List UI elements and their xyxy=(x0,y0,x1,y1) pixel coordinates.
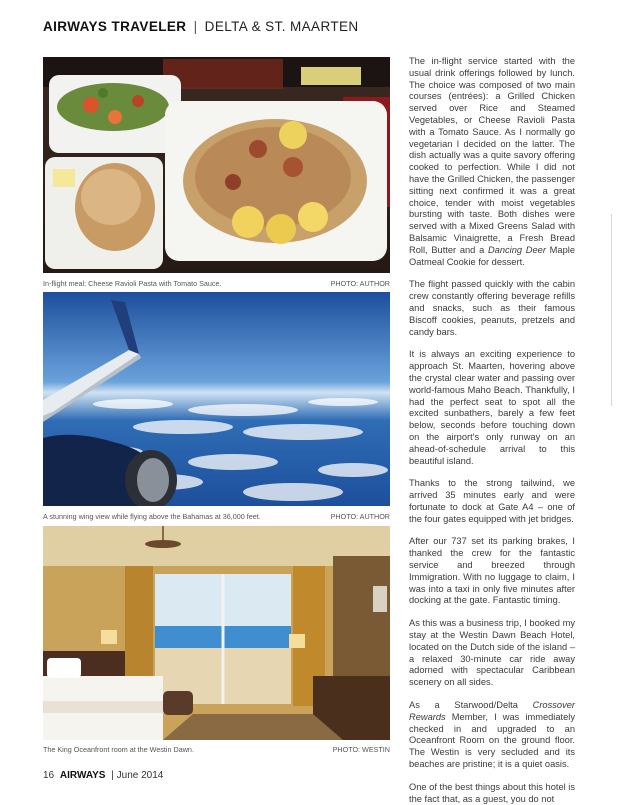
article-paragraph: As this was a business trip, I booked my stay at the Westin Dawn Beach Hotel, located on the Dutch side of the island – a relaxed 30-minute car ride away adorned with spectacular Caribbean scenery on all sides. xyxy=(409,618,575,688)
photo-caption xyxy=(43,512,390,521)
photo-credit: PHOTO: WESTIN xyxy=(332,745,390,754)
photo-credit: PHOTO: AUTHOR xyxy=(330,279,390,288)
page-header xyxy=(43,19,359,34)
header-separator: | xyxy=(193,19,198,34)
page-number: 16 xyxy=(43,770,55,781)
issue-date: June 2014 xyxy=(116,770,164,781)
wing-view-photo xyxy=(43,292,390,506)
article-paragraph: One of the best things about this hotel is the fact that, as a guest, you do not xyxy=(409,781,575,804)
hotel-room-photo xyxy=(43,526,390,740)
article-paragraph: It is always an exciting experience to approach St. Maarten, hovering above the crystal clear water and passing over world-famous Maho Beach. Thankfully, I had the perfect seat to spot all the excited sunbathers, barely a few feet below, seconds before touching down on the airport's only runway on an ahead-of-schedule arrival to this beautiful island. xyxy=(409,349,575,466)
article-paragraph: After our 737 set its parking brakes, I thanked the crew for the fantastic service and breezed through Immigration. With no luggage to claim, I was into a taxi in only five minutes after docking at the gate. Fantastic timing. xyxy=(409,536,575,606)
article-paragraph: The in-flight service started with the usual drink offerings followed by lunch. The choice was composed of two main courses (entrées): a Grilled Chicken served over Rice and Steamed Vegetables, or Cheese Ravioli Pasta with a Tomato Sauce. As I normally go vegetarian I decided on the latter. The dish actually was a quite savory offering cooked to perfection. While I did not have the Grilled Chicken, the passenger sitting next confirmed it was a great choice, tender with moist vegetables bursting with taste. Both dishes were served with a Mixed Greens Salad with Balsamic Vinaigrette, a Fresh Bread Roll, Butter and a Dancing Deer Maple Oatmeal Cookie for dessert. xyxy=(409,56,575,267)
footer-separator: | xyxy=(111,770,114,781)
photo-credit: PHOTO: AUTHOR xyxy=(330,512,390,521)
article-body xyxy=(409,56,575,805)
article-paragraph: Thanks to the strong tailwind, we arrived 35 minutes early and were fortunate to dock at Gate A4 – one of the four gates equipped with jet bridges. xyxy=(409,478,575,524)
magazine-name: AIRWAYS xyxy=(59,770,106,781)
page-edge-line xyxy=(611,214,612,406)
inflight-meal-photo xyxy=(43,57,390,273)
photo-caption xyxy=(43,279,390,288)
magazine-section-title: AIRWAYS TRAVELER xyxy=(43,19,187,34)
photo-caption xyxy=(43,745,390,754)
page-footer xyxy=(43,770,163,781)
caption-text: In-flight meal: Cheese Ravioli Pasta with Tomato Sauce. xyxy=(43,279,222,288)
caption-text: A stunning wing view while flying above the Bahamas at 36,000 feet. xyxy=(43,512,261,521)
article-paragraph: The flight passed quickly with the cabin crew constantly offering beverage refills and snacks, such as their famous Biscoff cookies, peanuts, pretzels and candy bars. xyxy=(409,279,575,337)
article-topic: DELTA & ST. MAARTEN xyxy=(204,19,359,34)
article-paragraph: As a Starwood/Delta Crossover Rewards Member, I was immediately checked in and upgraded to an Oceanfront Room on the ground floor. The Westin is very secluded and its beaches are pristine; it is a quiet oasis. xyxy=(409,700,575,770)
caption-text: The King Oceanfront room at the Westin Dawn. xyxy=(43,745,194,754)
